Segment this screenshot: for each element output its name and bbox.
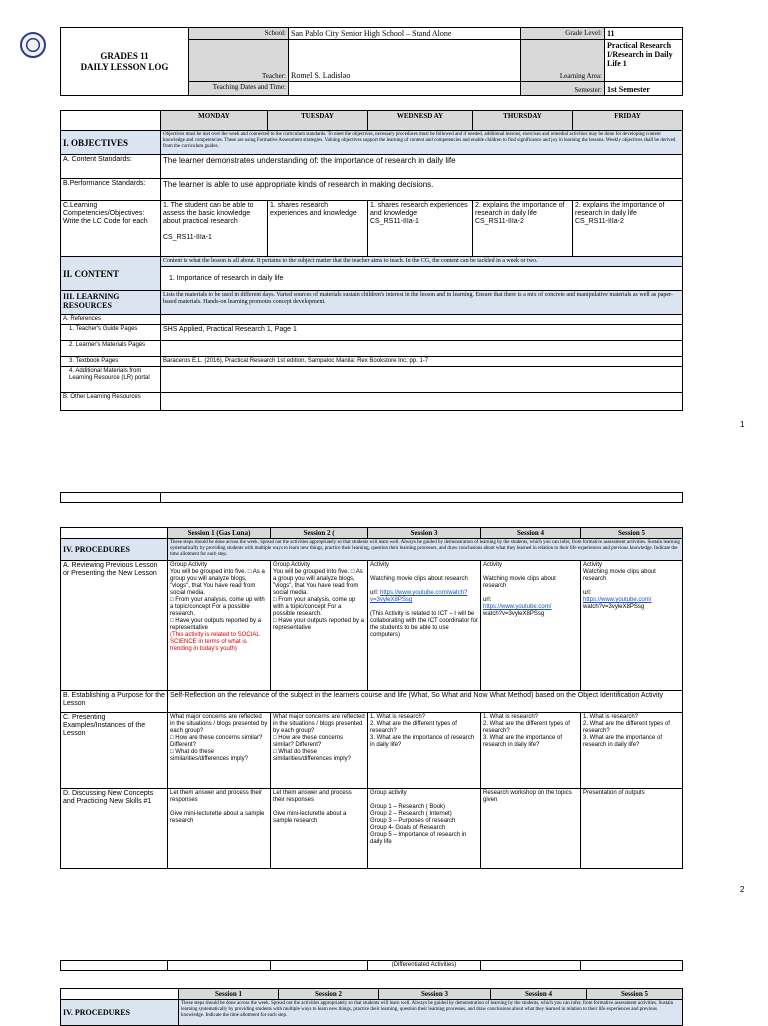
day-wednesday: WEDNESD AY: [368, 111, 473, 131]
content-note: Content is what the lesson is all about. It pertains to the subject matter that the teacher aims to teach. In the CG, the content can be tackled in a week or two.: [161, 257, 683, 267]
reviewing-session-3: Activity Watching movie clips about research url:: [370, 562, 468, 596]
area-value: Practical Research I/Research in Daily Life 1: [605, 40, 683, 82]
dll-title: [61, 28, 189, 96]
session-3: Session 3: [368, 528, 481, 539]
semester-value: 1st Semester: [605, 82, 683, 96]
reviewing-session-4: Activity Watching movie clips about research url:: [483, 562, 556, 603]
grade-label: Grade Level:: [521, 28, 605, 40]
dll-title-line1: GRADES 11: [100, 50, 149, 61]
additional-materials-value: [161, 367, 683, 393]
page-number-2: 2: [740, 885, 745, 894]
youtube-link-5-tail: watch?v=3vyleX8PSsg: [583, 604, 645, 610]
teacher-value: Romel S. Ladislao: [289, 40, 521, 82]
deped-seal-logo: [20, 32, 46, 58]
purpose-value: Self-Reflection on the relevance of the subject in the learners course and life (What, So What and Now What Method) based on the Object Identification Activity: [168, 691, 683, 713]
p3-session-2: Session 2: [279, 989, 379, 1000]
competency-thursday: 2. explains the importance of research in daily life CS_RS11-IIIa-2: [475, 202, 565, 225]
competency-tuesday: 1. shares research experiences and knowledge: [270, 202, 357, 217]
discussing-session-5: Presentation of outputs: [583, 790, 645, 796]
day-friday: FRIDAY: [573, 111, 683, 131]
examples-session-2: What major concerns are reflected in the situations / blogs presented by each group? □ How are these concerns similar? Different? □ What do these similarities/differences imply?: [273, 714, 365, 762]
competency-wednesday: 1. shares research experiences and knowledge CS_RS11-IIIa-1: [370, 202, 468, 225]
lm-value: [161, 341, 683, 357]
competencies-label: C.Learning Competencies/Objectives: Write the LC Code for each: [61, 201, 161, 257]
procedures-table: [60, 527, 683, 869]
purpose-label: B. Establishing a Purpose for the Lesson: [61, 691, 168, 713]
blank-corner: [61, 111, 161, 131]
p3-session-1: Session 1: [179, 989, 279, 1000]
resources-heading: III. LEARNING RESOURCES: [61, 291, 161, 315]
examples-session-5: 1. What is research? 2. What are the different types of research? 3. What are the importance of research in daily life?: [583, 714, 670, 748]
day-monday: MONDAY: [161, 111, 268, 131]
page-number-1: 1: [740, 420, 745, 429]
other-resources-value: [161, 393, 683, 411]
differentiated-strip: [60, 960, 683, 971]
area-label: Learning Area:: [521, 40, 605, 82]
reviewing-label: A. Reviewing Previous Lesson or Presenting the New Lesson: [61, 561, 168, 691]
resources-note: Lists the materials to be used in different days. Varied sources of materials sustain children's interest in the lesson and in learning. Ensure that there is a mix of concrete and manipulative materials as well as paper-based materials. Hands-on learning promotes concept development.: [161, 291, 683, 315]
p3-procedures-heading: IV. PROCEDURES: [61, 1000, 179, 1026]
textbook-label: 3. Textbook Pages: [61, 357, 161, 367]
examples-session-1: What major concerns are reflected in the situations / blogs presented by each group? □ How are these concerns similar? Different? □ What do these similarities/differences imply?: [170, 714, 268, 762]
competency-monday: 1. The student can be able to assess the basic knowledge about practical research CS_RS11-IIIa-1: [163, 202, 254, 241]
youtube-link-3[interactable]: https://www.youtube.com/watch?v=3vyleX8PSsg: [370, 590, 468, 603]
reviewing-session-2: Group Activity You will be grouped into five. □ As a group you will analyze blogs, "vlogs", that You have read from social media. □ From your analysis, come up with a topic/concept For a possible research. □ Have your outputs reported by a representative: [273, 562, 365, 631]
youtube-link-4[interactable]: https://www.youtube.com/: [483, 604, 552, 610]
objectives-table: [60, 110, 683, 411]
p3-session-3: Session 3: [379, 989, 491, 1000]
discussing-session-1: Let them answer and process their responses Give mini-lecturette about a sample research: [170, 790, 265, 824]
lm-label: 2. Learner's Materials Pages: [61, 341, 161, 357]
additional-materials-label: 4. Additional Materials from Learning Resource (LR) portal: [61, 367, 161, 393]
other-resources-label: B. Other Learning Resources: [61, 393, 161, 411]
p3-session-4: Session 4: [491, 989, 587, 1000]
performance-standards-value: The learner is able to use appropriate kinds of research in making decisions.: [161, 179, 683, 201]
discussing-label: D. Discussing New Concepts and Practicing New Skills #1: [61, 789, 168, 869]
objectives-note: Objectives must be met over the week and connected to the curriculum standards. To meet the objectives, necessary procedures must be followed and if needed, additional lessons, exercises and remedial activities may be done for developing content knowledge and competencies. These are using Formative Assessment strategies. Valuing objectives support the learning of content and competencies and enable children to find significance and joy in learning the lessons. Weekly objectives shall be derived from the curriculum guides.: [161, 131, 683, 155]
content-standards-value: The learner demonstrates understanding of: the importance of research in daily life: [161, 155, 683, 179]
header-table: [60, 27, 683, 96]
reviewing-session-3-note: (This Activity is related to ICT – I will be collaborating with the ICT coordinator for the students to be able to use computers): [370, 611, 478, 638]
dates-value: [289, 82, 521, 96]
textbook-value: Baraceros E.L. (2016), Practical Research 1st edition, Sampaloc Manila: Rex Bookstore Inc, pp. 1-7: [161, 357, 683, 367]
competency-friday: 2. explains the importance of research in daily life CS_RS11-IIIa-2: [575, 202, 665, 225]
day-thursday: THURSDAY: [473, 111, 573, 131]
blank-strip-1: [60, 492, 683, 503]
session-4: Session 4: [481, 528, 581, 539]
youtube-link-5[interactable]: https://www.youtube.com/: [583, 597, 652, 603]
p3-session-5: Session 5: [587, 989, 683, 1000]
dates-label: Teaching Dates and Time:: [189, 82, 289, 96]
differentiated-activities: (Differentiated Activities): [368, 961, 481, 971]
dll-title-line2: DAILY LESSON LOG: [80, 61, 169, 72]
content-standards-label: A. Content Standards:: [61, 155, 161, 179]
session-1: Session 1 (Gas Luna): [168, 528, 271, 539]
grade-value: 11: [605, 28, 683, 40]
p3-procedures-note: These steps should be done across the week. Spread out the activities appropriately so that students will learn well. Always be guided by demonstration of learning by the students, which you can infer, from formative assessment activities. Sustain learning systematically by providing students with multiple ways to learn new things, practice their learning, question their learning processes, and draw conclusions about what they learned in relation to their life experiences and previous knowledge. Indicate the time allotment for each step.: [179, 1000, 683, 1026]
content-value: 1. Importance of research in daily life: [161, 267, 683, 291]
school-value: San Pablo City Senior High School – Stand Alone: [289, 28, 521, 40]
discussing-session-4: Research workshop on the topics given: [483, 790, 574, 803]
teacher-label: Teacher:: [189, 40, 289, 82]
references-label: A. References: [61, 315, 161, 325]
session-2: Session 2 (: [271, 528, 368, 539]
reviewing-note-red: (This activity is related to SOCIAL SCIENCE in terms of what is trending in today's youth): [170, 632, 260, 652]
reviewing-session-5: Activity Watching movie clips about research url:: [583, 562, 656, 596]
tg-label: 1. Teacher's Guide Pages: [61, 325, 161, 341]
semester-label: Semester:: [521, 82, 605, 96]
youtube-link-4-tail: watch?v=3vyleX8PSsg: [483, 611, 545, 617]
school-label: School:: [189, 28, 289, 40]
procedures-note: These steps should be done across the week. Spread out the activities appropriately so that students will learn well. Always be guided by demonstration of learning by the students, which you can infer, from formative assessment activities. Sustain learning systematically by providing students with multiple ways to learn new things, practice their learning, question their learning processes, and draw conclusions about what they learned in relation to their life experiences and previous knowledge. Indicate the time allotment for each step.: [168, 539, 683, 561]
content-heading: II. CONTENT: [61, 257, 161, 291]
performance-standards-label: B.Performance Standards:: [61, 179, 161, 201]
tg-value: SHS Applied, Practical Research 1, Page 1: [161, 325, 683, 341]
discussing-session-2: Let them answer and process their responses Give mini-lecturette about a sample research: [273, 790, 352, 824]
objectives-heading: I. OBJECTIVES: [61, 131, 161, 155]
reviewing-session-1: Group Activity You will be grouped into five. □ As a group you will analyze blogs, "vlogs", that You have read from social media. □ From your analysis, come up with a topic/concept For a possible research. □ Have your outputs reported by a representative: [170, 562, 265, 631]
procedures-heading: IV. PROCEDURES: [61, 539, 168, 561]
procedures-table-2: [60, 988, 683, 1026]
examples-label: C. Presenting Examples/Instances of the Lesson: [61, 713, 168, 789]
session-5: Session 5: [581, 528, 683, 539]
discussing-session-3: Group activity Group 1 – Research ( Book) Group 2 – Research ( Internet) Group 3 – Purposes of research Group 4- Goals of Research Group 5 – Importance of research in daily life: [370, 790, 467, 845]
day-tuesday: TUESDAY: [268, 111, 368, 131]
examples-session-3: 1. What is research? 2. What are the different types of research? 3. What are the importance of research in daily life?: [370, 714, 475, 748]
examples-session-4: 1. What is research? 2. What are the different types of research? 3. What are the importance of research in daily life?: [483, 714, 570, 748]
